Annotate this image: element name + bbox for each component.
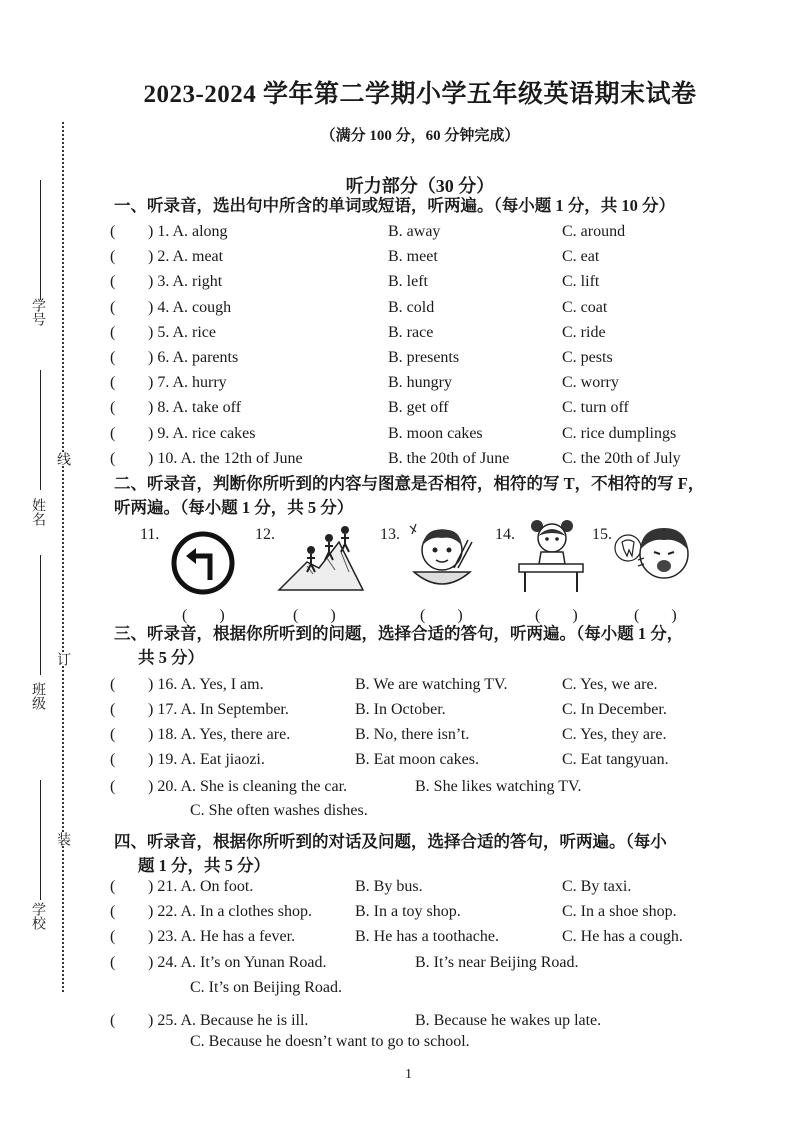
option-c: C. pests xyxy=(562,349,613,366)
question-option-a: ) 23. A. He has a fever. xyxy=(148,928,296,945)
option-b: B. It’s near Beijing Road. xyxy=(415,954,579,971)
question-row-cont xyxy=(110,979,750,1003)
picture-13-label: 13. xyxy=(380,526,400,543)
option-c: C. rice dumplings xyxy=(562,424,677,442)
option-b: B. get off xyxy=(388,399,449,417)
option-c: C. In a shoe shop. xyxy=(562,903,677,920)
question-option-a: ) 19. A. Eat jiaozi. xyxy=(148,751,265,768)
answer-blank[interactable]: ( xyxy=(110,248,116,266)
option-c: C. Eat tangyuan. xyxy=(562,751,669,768)
option-b: B. left xyxy=(388,273,428,291)
option-b: B. In October. xyxy=(355,701,446,718)
question-row-cont xyxy=(110,802,750,826)
student-id-label: 学号 xyxy=(30,298,46,326)
question-row xyxy=(110,903,750,927)
answer-blank[interactable]: ( xyxy=(110,928,116,945)
binding-zhuang: 装 xyxy=(55,832,71,846)
answer-blank[interactable]: ( xyxy=(110,903,116,920)
section-4-heading-line1: 四、听录音，根据你所听到的对话及问题，选择合适的答句，听两遍。（每小 xyxy=(114,832,667,851)
question-row xyxy=(110,425,750,449)
question-row xyxy=(110,248,750,272)
answer-blank[interactable]: ( xyxy=(110,954,116,971)
answer-14[interactable]: ( ) xyxy=(535,607,578,624)
answer-15[interactable]: ( ) xyxy=(634,607,677,624)
page-title: 2023-2024 学年第二学期小学五年级英语期末试卷 xyxy=(143,81,697,108)
listening-part-title: 听力部分（30 分） xyxy=(345,176,495,196)
page-subtitle: （满分 100 分，60 分钟完成） xyxy=(320,128,520,144)
option-b: B. meet xyxy=(388,248,438,266)
option-b: B. By bus. xyxy=(355,878,423,895)
option-b: B. He has a toothache. xyxy=(355,928,499,945)
question-option-a: ) 22. A. In a clothes shop. xyxy=(148,903,312,920)
picture-11-label: 11. xyxy=(140,526,160,543)
question-row xyxy=(110,299,750,323)
answer-blank[interactable]: ( xyxy=(110,374,116,392)
question-option-a: ) 6. A. parents xyxy=(148,349,239,366)
student-id-blank xyxy=(40,180,41,300)
question-option-a: ) 9. A. rice cakes xyxy=(148,424,256,442)
option-c: C. the 20th of July xyxy=(562,449,681,467)
option-c: C. around xyxy=(562,223,626,240)
option-c: C. He has a cough. xyxy=(562,928,683,945)
question-option-a: ) 7. A. hurry xyxy=(148,374,227,392)
school-label: 学校 xyxy=(30,902,46,930)
option-b: B. presents xyxy=(388,349,460,366)
option-b: B. No, there isn’t. xyxy=(355,726,470,743)
answer-11[interactable]: ( ) xyxy=(182,607,225,624)
option-c: C. eat xyxy=(562,248,600,266)
section-1-heading: 一、听录音，选出句中所含的单词或短语，听两遍。（每小题 1 分，共 10 分） xyxy=(114,196,675,215)
question-option-a: ) 4. A. cough xyxy=(148,298,232,316)
question-row xyxy=(110,324,750,348)
option-b: B. hungry xyxy=(388,374,452,392)
school-blank xyxy=(40,780,41,900)
question-row xyxy=(110,450,750,474)
binding-dotted-line xyxy=(62,122,64,992)
question-row xyxy=(110,726,750,750)
question-row xyxy=(110,676,750,700)
answer-blank[interactable]: ( xyxy=(110,701,116,718)
question-row xyxy=(110,778,750,802)
question-option-a: ) 17. A. In September. xyxy=(148,701,289,718)
section-2-heading-line2: 听两遍。（每小题 1 分，共 5 分） xyxy=(114,498,354,517)
answer-blank[interactable]: ( xyxy=(110,399,116,417)
answer-blank[interactable]: ( xyxy=(110,449,116,467)
answer-blank[interactable]: ( xyxy=(110,223,116,240)
question-row xyxy=(110,928,750,952)
question-row xyxy=(110,223,750,247)
question-option-a: ) 16. A. Yes, I am. xyxy=(148,676,264,693)
boy-eating-noodles-icon xyxy=(406,520,478,596)
class-blank xyxy=(40,555,41,675)
question-row xyxy=(110,701,750,725)
section-3-heading-line2: 共 5 分） xyxy=(138,648,204,667)
question-option-a: ) 20. A. She is cleaning the car. xyxy=(148,778,348,795)
answer-12[interactable]: ( ) xyxy=(293,607,336,624)
answer-blank[interactable]: ( xyxy=(110,323,116,341)
answer-blank[interactable]: ( xyxy=(110,298,116,316)
answer-blank[interactable]: ( xyxy=(110,726,116,743)
class-label: 班级 xyxy=(30,682,46,710)
name-label: 姓名 xyxy=(30,498,46,526)
answer-blank[interactable]: ( xyxy=(110,676,116,693)
section-3-heading xyxy=(114,622,683,670)
option-c: C. Yes, they are. xyxy=(562,726,667,743)
option-c: C. Yes, we are. xyxy=(562,676,658,693)
question-option-a: ) 18. A. Yes, there are. xyxy=(148,726,291,743)
page-number: 1 xyxy=(405,1067,412,1082)
option-b: B. Eat moon cakes. xyxy=(355,751,479,768)
answer-blank[interactable]: ( xyxy=(110,273,116,291)
binding-ding: 订 xyxy=(55,652,71,666)
option-b: B. the 20th of June xyxy=(388,449,510,467)
section-3-heading-line1: 三、听录音，根据你所听到的问题，选择合适的答句，听两遍。（每小题 1 分， xyxy=(114,624,684,643)
option-b: B. race xyxy=(388,323,434,341)
question-option-a: ) 1. A. along xyxy=(148,223,228,240)
option-c: C. ride xyxy=(562,323,606,341)
name-blank xyxy=(40,370,41,490)
question-row-cont xyxy=(110,1033,750,1057)
section-2-heading xyxy=(114,472,704,520)
question-option-a: ) 24. A. It’s on Yunan Road. xyxy=(148,954,327,971)
answer-blank[interactable]: ( xyxy=(110,878,116,895)
answer-13[interactable]: ( ) xyxy=(420,607,463,624)
option-c: C. It’s on Beijing Road. xyxy=(190,979,342,996)
answer-blank[interactable]: ( xyxy=(110,424,116,442)
option-c: C. worry xyxy=(562,374,619,392)
answer-blank[interactable]: ( xyxy=(110,751,116,768)
picture-14-label: 14. xyxy=(495,526,515,543)
picture-12-label: 12. xyxy=(255,526,275,543)
binding-margin xyxy=(0,0,92,1123)
question-row xyxy=(110,954,750,978)
picture-row xyxy=(130,520,730,630)
picture-15-label: 15. xyxy=(592,526,612,543)
question-row xyxy=(110,349,750,373)
answer-blank[interactable]: ( xyxy=(110,349,116,366)
question-option-a: ) 5. A. rice xyxy=(148,323,216,341)
answer-blank[interactable]: ( xyxy=(110,778,116,795)
option-b: B. We are watching TV. xyxy=(355,676,508,693)
question-row xyxy=(110,751,750,775)
answer-blank[interactable]: ( xyxy=(110,1012,116,1029)
section-2-heading-line1: 二、听录音，判断你所听到的内容与图意是否相符，相符的写 T，不相符的写 F， xyxy=(114,474,705,493)
option-c: C. By taxi. xyxy=(562,878,632,895)
question-option-a: ) 8. A. take off xyxy=(148,399,242,417)
question-option-a: ) 10. A. the 12th of June xyxy=(148,449,303,467)
question-option-a: ) 2. A. meat xyxy=(148,248,224,266)
mountain-climbers-icon xyxy=(277,522,365,592)
option-b: B. In a toy shop. xyxy=(355,903,461,920)
question-row xyxy=(110,273,750,297)
question-option-a: ) 25. A. Because he is ill. xyxy=(148,1012,309,1029)
girl-at-desk-icon xyxy=(515,516,587,594)
option-b: B. Because he wakes up late. xyxy=(415,1012,602,1029)
option-c: C. coat xyxy=(562,298,608,316)
question-row xyxy=(110,399,750,423)
option-c: C. She often washes dishes. xyxy=(190,802,368,819)
option-c: C. lift xyxy=(562,273,600,291)
option-c: C. Because he doesn’t want to go to school. xyxy=(190,1033,470,1050)
option-b: B. moon cakes xyxy=(388,424,483,442)
boy-toothache-icon xyxy=(614,520,694,592)
section-4-heading-line2: 题 1 分，共 5 分） xyxy=(138,856,270,875)
option-c: C. In December. xyxy=(562,701,667,718)
question-option-a: ) 21. A. On foot. xyxy=(148,878,254,895)
option-b: B. cold xyxy=(388,298,435,316)
option-c: C. turn off xyxy=(562,399,629,417)
section-4-heading xyxy=(114,830,667,878)
option-b: B. away xyxy=(388,223,441,240)
turn-left-sign-icon xyxy=(170,530,236,596)
question-row xyxy=(110,878,750,902)
question-option-a: ) 3. A. right xyxy=(148,273,223,291)
option-b: B. She likes watching TV. xyxy=(415,778,582,795)
binding-xian: 线 xyxy=(55,452,71,466)
question-row xyxy=(110,374,750,398)
